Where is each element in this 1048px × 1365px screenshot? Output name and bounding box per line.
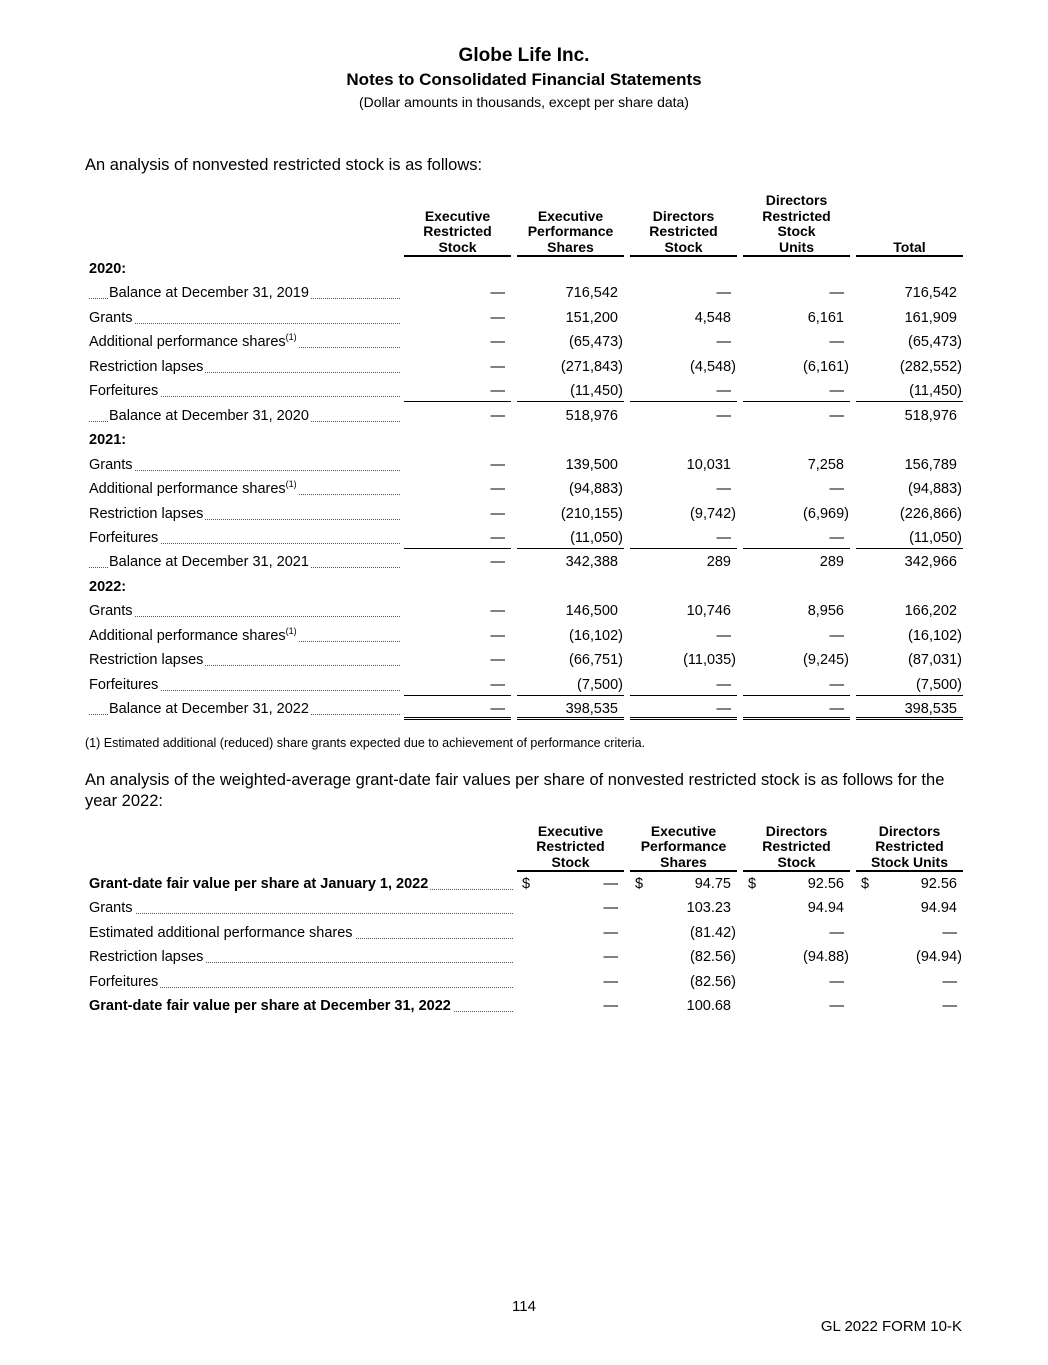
row-label-value: Grants: [89, 603, 133, 620]
table1-column-header: [404, 189, 511, 257]
table-cell: —: [942, 998, 957, 1014]
table1-column-header: [856, 189, 963, 257]
row-label-text: Grants: [89, 900, 133, 917]
table-row: [85, 873, 963, 895]
row-label: [89, 674, 400, 696]
table-cell: —: [404, 380, 511, 402]
table-cell: (226,866): [899, 505, 962, 522]
row-label: [89, 649, 400, 671]
table-row: [85, 454, 963, 476]
table-cell: 10,031: [686, 456, 731, 473]
column-header-line: Shares: [660, 853, 707, 870]
row-label-text: [89, 625, 299, 644]
table-cell: 146,500: [565, 603, 618, 620]
page-subtitle: (Dollar amounts in thousands, except per share data): [359, 94, 689, 110]
row-label-text: [109, 408, 311, 424]
table-cell: —: [490, 309, 505, 326]
table1-column-header: [517, 189, 624, 257]
row-label-text: [89, 603, 135, 619]
table2-column-header: [630, 820, 737, 872]
table-row: [85, 380, 963, 402]
table-row: [85, 897, 963, 919]
column-header-line: Total: [893, 238, 926, 255]
table-cell: (11,450): [517, 380, 624, 402]
row-label: [89, 380, 400, 402]
table-cell: 166,202: [904, 603, 957, 620]
table-row: [85, 356, 963, 378]
table-cell: —: [829, 334, 844, 351]
row-label: [89, 331, 400, 353]
table2-intro: An analysis of the weighted-average grant-date fair values per share of nonvested restricted stock is as follows for the year 2022:: [85, 771, 945, 810]
row-label-value: Additional performance shares: [89, 627, 286, 644]
row-label-value: Restriction lapses: [89, 358, 204, 375]
table-cell: 92.56: [920, 876, 957, 892]
table-cell: —: [630, 527, 737, 549]
table-row: [85, 649, 963, 671]
table-cell: —: [490, 627, 505, 644]
column-header-line: Stock: [777, 853, 816, 870]
table-cell: (9,742): [690, 505, 736, 522]
table-cell: 4,548: [694, 309, 731, 326]
table-cell: —: [829, 998, 844, 1014]
dollar-sign: $: [748, 876, 757, 892]
row-label-text: [89, 652, 205, 668]
table-cell: —: [829, 973, 844, 990]
table-cell: —: [829, 627, 844, 644]
table-cell: —: [716, 481, 731, 498]
column-header-line: Stock: [664, 238, 703, 255]
table-cell: —: [603, 998, 618, 1014]
table-cell: —: [829, 481, 844, 498]
table-row: [85, 331, 963, 353]
table-cell: (6,161): [803, 358, 849, 375]
table-cell: —: [630, 698, 737, 720]
row-label: [89, 946, 513, 968]
table-cell: (210,155): [560, 505, 623, 522]
table-cell: —: [404, 698, 511, 720]
table-cell: —: [603, 949, 618, 966]
table-cell: 518,976: [904, 407, 957, 424]
table-cell: (4,548): [690, 358, 736, 375]
table-cell: (66,751): [568, 652, 623, 669]
table-cell: —: [630, 674, 737, 696]
table-cell: 7,258: [807, 456, 844, 473]
table-cell: 289: [706, 554, 731, 571]
table-cell: 92.56: [807, 876, 844, 892]
row-label-text: Grant-date fair value per share at December 31, 2022: [89, 998, 451, 1014]
table-cell: —: [603, 876, 618, 892]
table-cell: (94,883): [907, 481, 962, 498]
dollar-sign: $: [861, 876, 870, 892]
row-label-text: [89, 383, 160, 399]
table2-column-header: [856, 820, 963, 872]
table-cell: —: [743, 674, 850, 696]
row-label-value: Grants: [89, 309, 133, 326]
table-cell: —: [829, 285, 844, 302]
row-label: [89, 971, 513, 993]
table-row: [85, 527, 963, 549]
column-header-line: Executive: [537, 822, 604, 839]
table-cell: 10,746: [686, 603, 731, 620]
row-label-value: Forfeitures: [89, 676, 159, 693]
table-cell: 342,388: [565, 554, 618, 571]
row-label-value: Additional performance shares: [89, 334, 286, 351]
table-row: [85, 946, 963, 968]
row-label-text: [89, 310, 135, 326]
table-cell: 716,542: [565, 285, 618, 302]
column-header-line: Directors: [765, 192, 828, 208]
column-header-line: Directors: [652, 207, 715, 224]
row-label-text: Estimated additional performance shares: [89, 924, 353, 941]
table-cell: —: [404, 527, 511, 549]
row-label-value: Additional performance shares: [89, 481, 286, 498]
column-header-line: Executive: [424, 207, 491, 224]
section-heading-row: [85, 258, 963, 280]
row-label-text: [109, 554, 311, 570]
column-header-line: Restricted: [536, 838, 605, 854]
row-label: [89, 454, 400, 476]
table-cell: —: [942, 973, 957, 990]
footnote-marker: (1): [285, 332, 297, 343]
table-cell: —: [490, 456, 505, 473]
table-cell: 6,161: [807, 309, 844, 326]
table-cell: —: [490, 481, 505, 498]
row-label-value: Restriction lapses: [89, 505, 204, 522]
row-label: [89, 478, 400, 500]
table-cell: 139,500: [565, 456, 618, 473]
table-cell: —: [829, 924, 844, 941]
leader-dots: [89, 913, 513, 914]
table-cell: —: [490, 285, 505, 302]
table-cell: —: [716, 285, 731, 302]
row-label-value: Balance at December 31, 2022: [109, 701, 309, 718]
table-row: [85, 478, 963, 500]
table-cell: 289: [819, 554, 844, 571]
table-row: [85, 282, 963, 304]
table-cell: (16,102): [568, 627, 623, 644]
row-label-text: [89, 481, 299, 497]
row-label-text: [109, 285, 311, 301]
row-label: [89, 873, 513, 895]
dollar-sign: $: [635, 876, 644, 892]
table-cell: 151,200: [565, 309, 618, 326]
table-cell: (87,031): [907, 652, 962, 669]
table-cell: 161,909: [904, 309, 957, 326]
column-header-line: Stock: [551, 853, 590, 870]
column-header-line: Restricted: [423, 223, 492, 239]
table-row: [85, 503, 963, 525]
column-header-line: Directors: [765, 822, 828, 839]
section-heading: 2022:: [89, 578, 127, 595]
table-cell: (65,473): [568, 334, 623, 351]
table-cell: —: [490, 407, 505, 424]
row-label: [89, 307, 400, 329]
row-label-text: [89, 677, 160, 693]
leader-dots: [89, 323, 400, 324]
table-cell: (11,035): [683, 652, 736, 669]
table-cell: —: [716, 627, 731, 644]
table-cell: —: [490, 358, 505, 375]
table-cell: (82.56): [690, 949, 736, 966]
table-row: [85, 551, 963, 573]
row-label-text: [89, 334, 299, 350]
row-label-value: Grants: [89, 456, 133, 473]
table-row: [85, 625, 963, 647]
section-heading: 2020:: [89, 261, 127, 277]
table-cell: (94,883): [568, 481, 623, 498]
row-label-value: Balance at December 31, 2021: [109, 554, 309, 571]
table-row: [85, 307, 963, 329]
table-cell: (82.56): [690, 973, 736, 990]
row-label: [89, 527, 400, 549]
table-cell: —: [603, 900, 618, 917]
column-header-line: Restricted: [762, 207, 831, 224]
column-header-line: Performance: [527, 223, 614, 239]
row-label-text: Restriction lapses: [89, 949, 204, 966]
table-cell: (9,245): [803, 652, 849, 669]
table2-column-header: [517, 820, 624, 872]
table-cell: (282,552): [899, 358, 962, 375]
row-label: [89, 551, 400, 573]
table1-column-header: [630, 189, 737, 257]
row-label: [89, 405, 400, 427]
table-row: [85, 971, 963, 993]
row-label: [89, 897, 513, 919]
table-cell: 716,542: [904, 285, 957, 302]
table-cell: (271,843): [560, 358, 623, 375]
table-row: [85, 995, 963, 1017]
table-cell: (7,500): [856, 674, 963, 696]
table-cell: —: [490, 554, 505, 571]
section-heading: 2021:: [89, 432, 127, 449]
section-heading-row: [85, 429, 963, 451]
table-cell: (11,050): [517, 527, 624, 549]
section-heading-row: [85, 576, 963, 598]
table-cell: 94.94: [920, 900, 957, 917]
table-cell: 342,966: [904, 554, 957, 571]
leader-dots: [89, 470, 400, 471]
table-cell: 398,535: [517, 698, 624, 720]
table-cell: (6,969): [803, 505, 849, 522]
column-header-line: Units: [779, 238, 814, 255]
column-header-line: Shares: [547, 238, 594, 255]
table1-intro: An analysis of nonvested restricted stock is as follows:: [85, 156, 483, 174]
table-cell: (7,500): [517, 674, 624, 696]
table-cell: (94.94): [916, 949, 962, 966]
table-row: [85, 922, 963, 944]
table-cell: —: [404, 674, 511, 696]
table-cell: —: [490, 652, 505, 669]
row-label-text: Forfeitures: [89, 973, 159, 990]
column-header-line: Executive: [650, 822, 717, 839]
table-cell: —: [490, 505, 505, 522]
row-label: [89, 503, 400, 525]
footnote-marker: (1): [285, 625, 297, 636]
table-cell: —: [490, 603, 505, 620]
leader-dots: [89, 616, 400, 617]
row-label-value: Forfeitures: [89, 529, 159, 546]
table-cell: 103.23: [686, 900, 731, 917]
footnote-marker: (1): [285, 479, 297, 490]
column-header-line: Restricted: [875, 838, 944, 854]
column-header-line: Executive: [537, 207, 604, 224]
table1-footnote: (1) Estimated additional (reduced) share grants expected due to achievement of performance criteria.: [85, 736, 646, 750]
table-cell: —: [490, 334, 505, 351]
table-cell: 94.94: [807, 900, 844, 917]
table-row: [85, 698, 963, 720]
table-cell: —: [716, 407, 731, 424]
table-cell: 100.68: [686, 998, 731, 1014]
table-cell: —: [743, 527, 850, 549]
row-label-text: [89, 530, 160, 546]
column-header-line: Performance: [640, 838, 727, 854]
table-cell: (16,102): [907, 627, 962, 644]
column-header-line: Restricted: [762, 838, 831, 854]
table-cell: 398,535: [856, 698, 963, 720]
row-label-text: [89, 506, 205, 522]
row-label-text: [89, 457, 135, 473]
table-cell: —: [716, 334, 731, 351]
row-label: [89, 600, 400, 622]
row-label: [89, 698, 400, 720]
table-cell: —: [942, 924, 957, 941]
page-title: Notes to Consolidated Financial Statements: [346, 70, 702, 89]
table-cell: 8,956: [807, 603, 844, 620]
table-cell: (11,050): [856, 527, 963, 549]
table-cell: (94.88): [803, 949, 849, 966]
row-label-value: Balance at December 31, 2019: [109, 285, 309, 302]
row-label-value: Restriction lapses: [89, 652, 204, 669]
column-header-line: Stock Units: [870, 853, 948, 870]
row-label: [89, 356, 400, 378]
row-label: [89, 922, 513, 944]
row-label-text: [89, 359, 205, 375]
column-header-line: Directors: [878, 822, 941, 839]
table-cell: —: [630, 380, 737, 402]
table-cell: 518,976: [565, 407, 618, 424]
row-label: [89, 625, 400, 647]
row-label: [89, 995, 513, 1017]
column-header-line: Restricted: [649, 223, 718, 239]
row-label-text: Grant-date fair value per share at January 1, 2022: [89, 876, 429, 892]
row-label: [89, 282, 400, 304]
table-cell: (65,473): [907, 334, 962, 351]
table-cell: —: [829, 407, 844, 424]
table-row: [85, 405, 963, 427]
table-cell: 156,789: [904, 456, 957, 473]
table-cell: —: [603, 973, 618, 990]
table-cell: —: [743, 380, 850, 402]
table-row: [85, 674, 963, 696]
table-row: [85, 600, 963, 622]
table-cell: —: [603, 924, 618, 941]
table2-column-header: [743, 820, 850, 872]
dollar-sign: $: [522, 876, 531, 892]
page-number: 114: [512, 1298, 536, 1315]
table1-column-header: [743, 189, 850, 257]
row-label-text: [109, 701, 311, 717]
table-cell: (11,450): [856, 380, 963, 402]
form-label: GL 2022 FORM 10-K: [820, 1318, 962, 1335]
table-cell: (81.42): [690, 924, 736, 941]
table-cell: —: [743, 698, 850, 720]
row-label-value: Forfeitures: [89, 383, 159, 400]
row-label-value: Balance at December 31, 2020: [109, 407, 309, 424]
company-name: Globe Life Inc.: [458, 45, 590, 66]
table-cell: 94.75: [694, 876, 731, 892]
column-header-line: Stock: [777, 223, 816, 239]
column-header-line: Stock: [438, 238, 477, 255]
